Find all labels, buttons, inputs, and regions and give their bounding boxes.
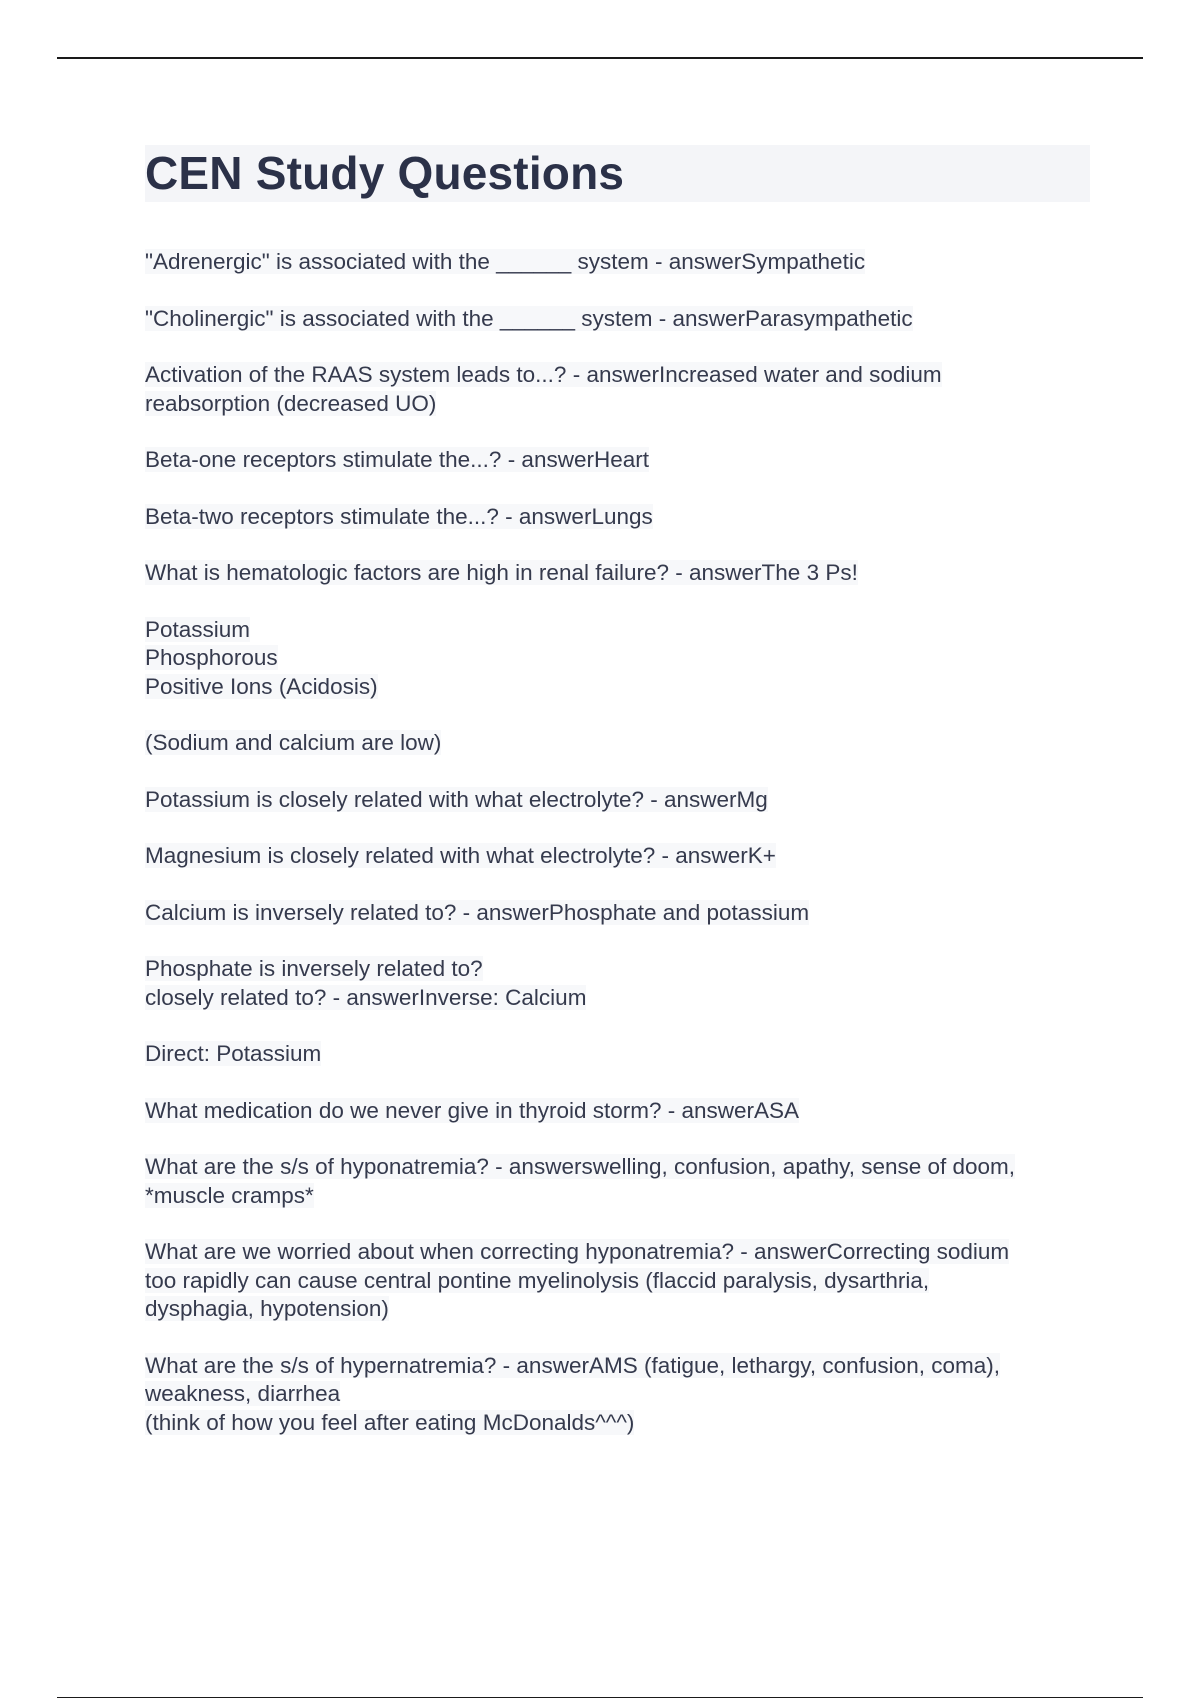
paragraph-line-text: weakness, diarrhea	[145, 1381, 341, 1406]
paragraph-line-text: Beta-two receptors stimulate the...? - answerLungs	[145, 503, 653, 529]
paragraph-line-text: Activation of the RAAS system leads to...? - answerIncreased water and sodium	[145, 362, 942, 387]
paragraph-line	[145, 1267, 1090, 1296]
paragraph-line	[145, 559, 1090, 588]
paragraph-line-text: What is hematologic factors are high in renal failure? - answerThe 3 Ps!	[145, 560, 858, 585]
paragraph-line	[145, 729, 1090, 758]
question-paragraph	[145, 446, 1090, 475]
paragraph-line-text: Beta-one receptors stimulate the...? - answerHeart	[145, 447, 649, 472]
question-paragraph	[145, 1040, 1090, 1069]
paragraph-line-text: What medication do we never give in thyroid storm? - answerASA	[145, 1097, 800, 1123]
paragraph-line-text: dysphagia, hypotension)	[145, 1296, 389, 1321]
paragraph-line	[145, 1409, 1090, 1438]
paragraph-line-text: *muscle cramps*	[145, 1182, 314, 1208]
bottom-rule	[57, 1697, 1143, 1698]
document-title: CEN Study Questions	[145, 145, 1090, 202]
question-paragraph	[145, 305, 1090, 334]
paragraph-line-text: Magnesium is closely related with what electrolyte? - answerK+	[145, 843, 776, 868]
question-paragraph	[145, 1097, 1090, 1126]
paragraph-line	[145, 616, 1090, 645]
paragraph-line-text: Positive Ions (Acidosis)	[145, 673, 378, 699]
paragraph-line-text: Phosphorous	[145, 645, 278, 670]
question-paragraph	[145, 361, 1090, 418]
paragraph-line	[145, 503, 1090, 532]
paragraph-line-text: What are the s/s of hyponatremia? - answerswelling, confusion, apathy, sense of doom,	[145, 1154, 1016, 1179]
paragraph-line-text: closely related to? - answerInverse: Calcium	[145, 984, 587, 1010]
question-paragraph	[145, 559, 1090, 588]
paragraph-line-text: What are we worried about when correcting hyponatremia? - answerCorrecting sodium	[145, 1239, 1010, 1264]
paragraph-line	[145, 673, 1090, 702]
question-paragraph	[145, 955, 1090, 1012]
paragraph-line-text: too rapidly can cause central pontine myelinolysis (flaccid paralysis, dysarthria,	[145, 1267, 930, 1293]
question-paragraph	[145, 842, 1090, 871]
paragraph-line-text: Phosphate is inversely related to?	[145, 956, 483, 981]
question-paragraph	[145, 729, 1090, 758]
paragraph-line	[145, 1153, 1090, 1182]
question-paragraph	[145, 1153, 1090, 1210]
paragraph-line	[145, 899, 1090, 928]
question-paragraph	[145, 899, 1090, 928]
question-paragraph	[145, 503, 1090, 532]
paragraph-line	[145, 984, 1090, 1013]
paragraph-line	[145, 1380, 1090, 1409]
paragraph-line	[145, 305, 1090, 334]
paragraph-line-text: "Cholinergic" is associated with the ______ system - answerParasympathetic	[145, 305, 913, 331]
paragraph-line-text: "Adrenergic" is associated with the ______ system - answerSympathetic	[145, 249, 866, 274]
question-paragraph	[145, 786, 1090, 815]
paragraph-line-text: reabsorption (decreased UO)	[145, 390, 437, 416]
paragraph-line	[145, 786, 1090, 815]
paragraph-line-text: (think of how you feel after eating McDonalds^^^)	[145, 1409, 635, 1435]
paragraph-line	[145, 1097, 1090, 1126]
paragraph-line	[145, 361, 1090, 390]
paragraph-line	[145, 955, 1090, 984]
paragraph-line	[145, 390, 1090, 419]
paragraph-line	[145, 1238, 1090, 1267]
paragraph-line-text: What are the s/s of hypernatremia? - answerAMS (fatigue, lethargy, confusion, coma),	[145, 1352, 1000, 1378]
paragraph-line	[145, 842, 1090, 871]
paragraph-line	[145, 248, 1090, 277]
top-rule	[57, 57, 1143, 59]
paragraph-line	[145, 446, 1090, 475]
question-list	[145, 248, 1090, 1437]
paragraph-line	[145, 1295, 1090, 1324]
paragraph-line-text: (Sodium and calcium are low)	[145, 730, 442, 755]
paragraph-line	[145, 1040, 1090, 1069]
paragraph-line-text: Potassium	[145, 616, 251, 642]
paragraph-line	[145, 644, 1090, 673]
question-paragraph	[145, 1238, 1090, 1324]
paragraph-line-text: Calcium is inversely related to? - answerPhosphate and potassium	[145, 899, 810, 925]
question-paragraph	[145, 1352, 1090, 1438]
question-paragraph	[145, 616, 1090, 702]
paragraph-line	[145, 1182, 1090, 1211]
document-body	[145, 145, 1090, 1465]
paragraph-line-text: Potassium is closely related with what electrolyte? - answerMg	[145, 786, 768, 812]
paragraph-line-text: Direct: Potassium	[145, 1041, 322, 1066]
question-paragraph	[145, 248, 1090, 277]
paragraph-line	[145, 1352, 1090, 1381]
